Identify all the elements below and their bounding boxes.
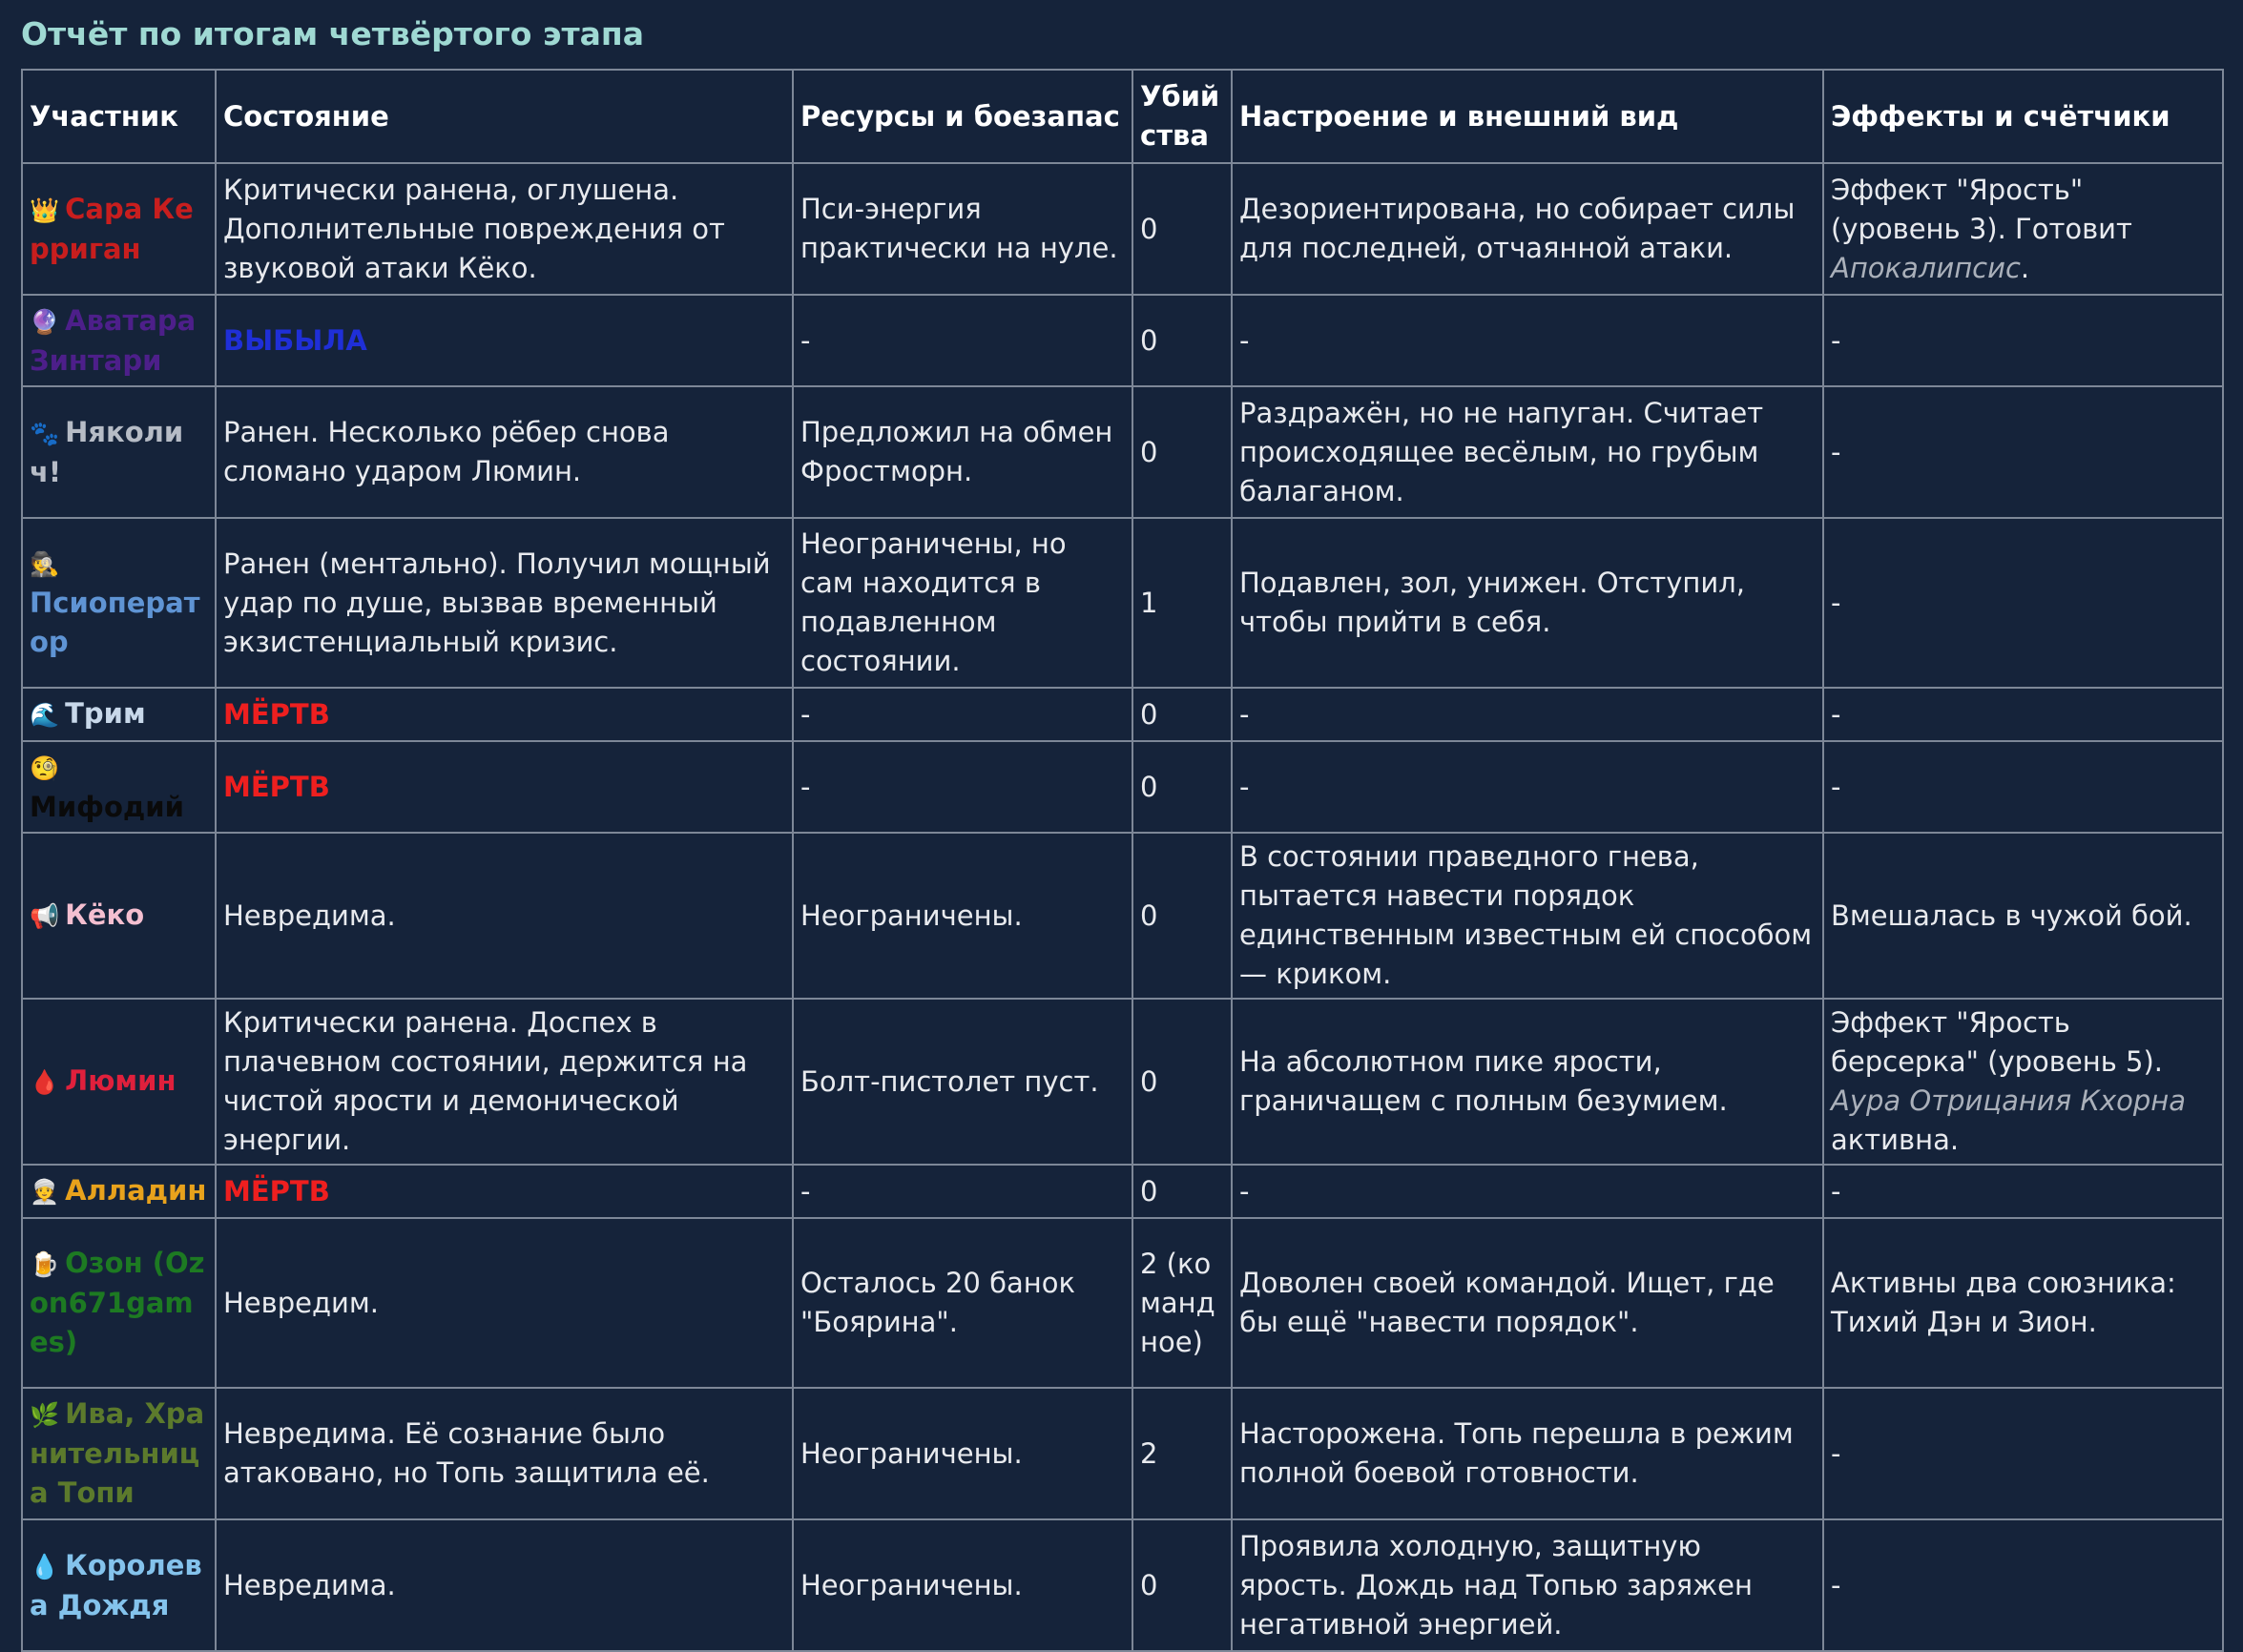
resources-cell: Неограничены. [793,833,1132,999]
detective-icon: 🕵 [30,550,60,578]
crystal-ball-icon: 🔮 [30,307,60,336]
effects-text-end: . [2020,251,2030,284]
mood-cell: - [1232,688,1823,741]
status-badge: МЁРТВ [223,770,330,803]
monocle-face-icon: 🧐 [30,754,60,782]
participant-cell [22,1165,216,1218]
kills-cell: 0 [1132,741,1232,833]
resources-cell: Осталось 20 банок "Боярина". [793,1218,1132,1388]
state-cell [216,688,793,741]
state-cell: Критически ранена, оглушена. Дополнительные повреждения от звуковой атаки Кёко. [216,163,793,295]
table-row [22,518,2223,688]
mood-cell: Проявила холодную, защитную ярость. Дождь над Топью заряжен негативной энергией. [1232,1519,1823,1651]
mood-cell: На абсолютном пике ярости, граничащем с полным безумием. [1232,999,1823,1165]
herb-icon: 🌿 [30,1401,60,1429]
state-cell: Невредима. [216,833,793,999]
participant-cell [22,163,216,295]
participant-name: Няколич! [30,415,184,488]
effects-text-end: активна. [1831,1124,1960,1156]
kills-cell: 2 (командное) [1132,1218,1232,1388]
participant-name: Псиоператор [30,587,200,658]
state-cell [216,1165,793,1218]
state-cell [216,741,793,833]
kills-cell: 1 [1132,518,1232,688]
kills-cell: 0 [1132,1519,1232,1651]
report-table [21,69,2224,1652]
effects-emphasis: Апокалипсис [1831,251,2021,284]
participant-name: Озон (Ozon671games) [30,1247,205,1358]
table-row [22,833,2223,999]
paw-prints-icon: 🐾 [30,419,60,447]
effects-cell: Активны два союзника: Тихий Дэн и Зион. [1823,1218,2223,1388]
mood-cell: - [1232,1165,1823,1218]
participant-name: Алладин [65,1174,207,1207]
participant-cell [22,688,216,741]
column-header-mood: Настроение и внешний вид [1232,70,1823,163]
effects-cell: - [1823,295,2223,386]
participant-cell [22,518,216,688]
participant-cell [22,1388,216,1519]
mood-cell: - [1232,741,1823,833]
mood-cell: Раздражён, но не напуган. Считает происходящее весёлым, но грубым балаганом. [1232,386,1823,518]
resources-cell: Пси-энергия практически на нуле. [793,163,1132,295]
resources-cell: - [793,1165,1132,1218]
wave-icon: 🌊 [30,701,60,729]
participant-name: Аватара Зинтари [30,303,197,377]
mood-cell: Насторожена. Топь перешла в режим полной боевой готовности. [1232,1388,1823,1519]
column-header-resources: Ресурсы и боезапас [793,70,1132,163]
effects-emphasis: Аура Отрицания Кхорна [1831,1084,2186,1117]
beer-mug-icon: 🍺 [30,1250,60,1278]
kills-cell: 0 [1132,295,1232,386]
participant-name: Трим [65,697,146,730]
page-title: Отчёт по итогам четвёртого этапа [21,15,644,52]
participant-cell [22,1519,216,1651]
turban-face-icon: 👳 [30,1178,60,1206]
table-row [22,1165,2223,1218]
effects-cell: - [1823,688,2223,741]
table-row [22,999,2223,1165]
kills-cell: 0 [1132,1165,1232,1218]
mood-cell: Дезориентирована, но собирает силы для последней, отчаянной атаки. [1232,163,1823,295]
column-header-state: Состояние [216,70,793,163]
table-row [22,688,2223,741]
kills-cell: 0 [1132,386,1232,518]
mood-cell: - [1232,295,1823,386]
resources-cell: Болт-пистолет пуст. [793,999,1132,1165]
effects-cell: - [1823,741,2223,833]
effects-cell: - [1823,518,2223,688]
status-badge: МЁРТВ [223,1174,330,1208]
table-row [22,386,2223,518]
effects-cell [1823,163,2223,295]
participant-name: Мифодий [30,790,184,823]
column-header-effects: Эффекты и счётчики [1823,70,2223,163]
mood-cell: Доволен своей командой. Ищет, где бы ещё "навести порядок". [1232,1218,1823,1388]
effects-cell [1823,999,2223,1165]
resources-cell: - [793,741,1132,833]
effects-text: Эффект "Ярость берсерка" (уровень 5). [1831,1006,2163,1078]
kills-cell: 0 [1132,163,1232,295]
resources-cell: Неограничены. [793,1519,1132,1651]
participant-cell [22,741,216,833]
participant-cell [22,1218,216,1388]
effects-cell: - [1823,1165,2223,1218]
droplet-icon: 💧 [30,1552,60,1580]
effects-text: Эффект "Ярость" (уровень 3). Готовит [1831,173,2132,245]
kills-cell: 0 [1132,999,1232,1165]
effects-cell: - [1823,1388,2223,1519]
status-badge: ВЫБЫЛА [223,323,367,357]
table-row [22,1218,2223,1388]
effects-cell: - [1823,1519,2223,1651]
header-row [22,70,2223,163]
participant-name: Люмин [65,1064,177,1097]
resources-cell: Неограничены, но сам находится в подавленном состоянии. [793,518,1132,688]
blood-drop-icon: 🩸 [30,1068,60,1096]
status-badge: МЁРТВ [223,697,330,731]
participant-name: Сара Керриган [30,192,194,265]
mood-cell: В состоянии праведного гнева, пытается навести порядок единственным известным ей способом — криком. [1232,833,1823,999]
column-header-participant: Участник [22,70,216,163]
state-cell: Ранен (ментально). Получил мощный удар по душе, вызвав временный экзистенциальный кризис. [216,518,793,688]
state-cell: Ранен. Несколько рёбер снова сломано ударом Люмин. [216,386,793,518]
participant-cell [22,295,216,386]
effects-cell: Вмешалась в чужой бой. [1823,833,2223,999]
table-row [22,295,2223,386]
state-cell: Критически ранена. Доспех в плачевном состоянии, держится на чистой ярости и демонической энергии. [216,999,793,1165]
state-cell [216,295,793,386]
resources-cell: Предложил на обмен Фростморн. [793,386,1132,518]
table-row [22,1388,2223,1519]
megaphone-icon: 📢 [30,902,60,930]
kills-cell: 0 [1132,688,1232,741]
column-header-kills: Убийства [1132,70,1232,163]
state-cell: Невредима. [216,1519,793,1651]
mood-cell: Подавлен, зол, унижен. Отступил, чтобы прийти в себя. [1232,518,1823,688]
effects-cell: - [1823,386,2223,518]
crown-icon: 👑 [30,196,60,224]
table-row [22,163,2223,295]
kills-cell: 2 [1132,1388,1232,1519]
state-cell: Невредим. [216,1218,793,1388]
participant-name: Ива, Хранительница Топи [30,1397,205,1509]
participant-cell [22,386,216,518]
resources-cell: Неограничены. [793,1388,1132,1519]
participant-name: Кёко [65,898,145,931]
participant-name: Королева Дождя [30,1548,202,1621]
kills-cell: 0 [1132,833,1232,999]
participant-cell [22,999,216,1165]
resources-cell: - [793,295,1132,386]
resources-cell: - [793,688,1132,741]
participant-cell [22,833,216,999]
table-row [22,1519,2223,1651]
table-row [22,741,2223,833]
state-cell: Невредима. Её сознание было атаковано, но Топь защитила её. [216,1388,793,1519]
